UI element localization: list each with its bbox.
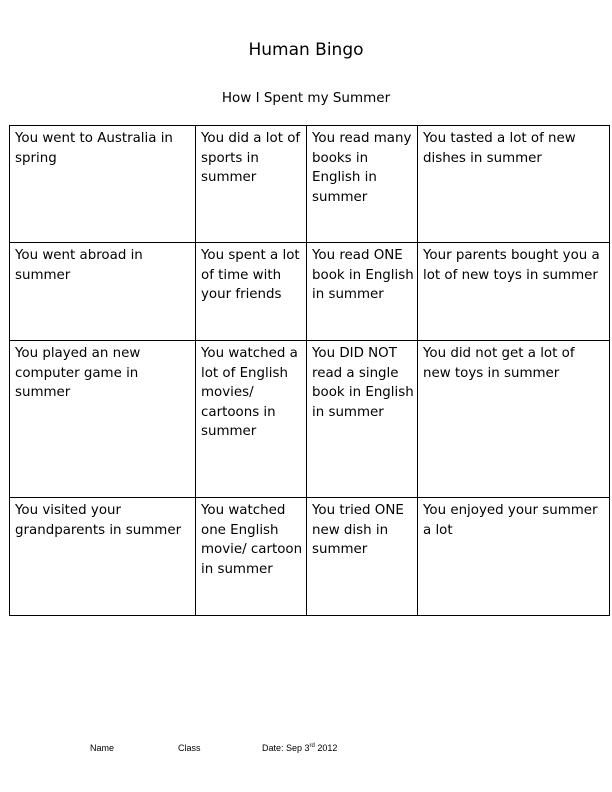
- bingo-grid: [9, 125, 610, 616]
- bingo-cell: You DID NOT read a single book in English in summer: [307, 341, 418, 498]
- bingo-cell: You read many books in English in summer: [307, 126, 418, 243]
- bingo-cell: You visited your grandparents in summer: [10, 498, 196, 616]
- bingo-cell: You did not get a lot of new toys in summer: [418, 341, 610, 498]
- bingo-cell: You went to Australia in spring: [10, 126, 196, 243]
- bingo-row: [10, 341, 610, 498]
- bingo-cell: You went abroad in summer: [10, 243, 196, 341]
- bingo-cell: You tried ONE new dish in summer: [307, 498, 418, 616]
- bingo-cell: Your parents bought you a lot of new toys in summer: [418, 243, 610, 341]
- bingo-row: [10, 126, 610, 243]
- bingo-cell: You tasted a lot of new dishes in summer: [418, 126, 610, 243]
- date-year: 2012: [314, 743, 338, 753]
- bingo-cell: You watched one English movie/ cartoon in summer: [196, 498, 307, 616]
- bingo-cell: You played an new computer game in summer: [10, 341, 196, 498]
- page-title: Human Bingo: [248, 40, 364, 60]
- bingo-cell: You read ONE book in English in summer: [307, 243, 418, 341]
- bingo-row: [10, 498, 610, 616]
- date-label: [262, 742, 337, 754]
- bingo-cell: You enjoyed your summer a lot: [418, 498, 610, 616]
- class-label: Class: [178, 743, 201, 753]
- date-ordinal: rd: [309, 743, 315, 749]
- page-subtitle: How I Spent my Summer: [221, 90, 391, 106]
- bingo-cell: You did a lot of sports in summer: [196, 126, 307, 243]
- date-prefix: Date: Sep 3: [262, 743, 310, 753]
- bingo-row: [10, 243, 610, 341]
- name-label: Name: [90, 743, 115, 753]
- bingo-cell: You watched a lot of English movies/ cartoons in summer: [196, 341, 307, 498]
- bingo-cell: You spent a lot of time with your friends: [196, 243, 307, 341]
